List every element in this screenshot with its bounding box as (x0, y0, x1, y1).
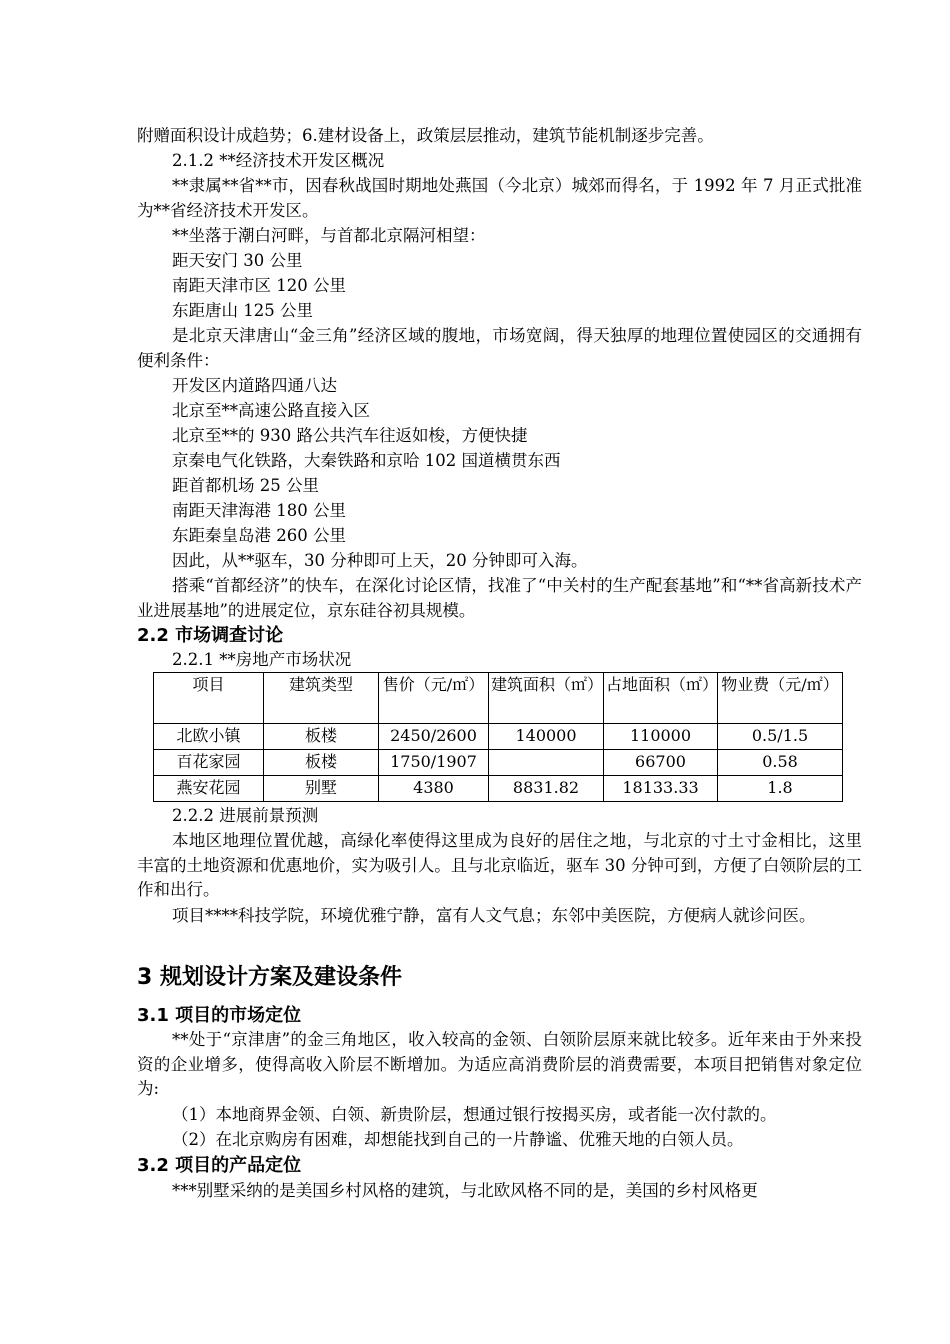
paragraph-golden-triangle: 是北京天津唐山“金三角”经济区域的腹地，市场宽阔，得天独厚的地理位置使园区的交通拥有便利条件： (137, 326, 862, 370)
table-cell: 1.8 (718, 776, 843, 802)
transport-item: 东距秦皇岛港 260 公里 (172, 526, 346, 545)
transport-item: 京秦电气化铁路，大秦铁路和京哈 102 国道横贯东西 (172, 451, 561, 470)
distance-item: 东距唐山 125 公里 (172, 301, 313, 320)
table-cell: 板楼 (264, 724, 379, 750)
paragraph-market-positioning: **处于“京津唐”的金三角地区，收入较高的金领、白领阶层原来就比较多。近年来由于外来投资的企业增多，使得高收入阶层不断增加。为适应高消费阶层的消费需要，本项目把销售对象定位为: (137, 1030, 862, 1098)
target-customer-item: （1）本地商界金领、白领、新贵阶层，想通过银行按揭买房，或者能一次付款的。 (172, 1105, 777, 1124)
table-header-cell: 建筑类型 (264, 673, 379, 724)
table-cell: 8831.82 (489, 776, 604, 802)
paragraph-positioning: 搭乘“首都经济”的快车，在深化讨论区情，找准了“中关村的生产配套基地”和“**省高新技术产业进展基地”的进展定位，京东硅谷初具规模。 (137, 576, 862, 620)
table-cell: 110000 (604, 724, 718, 750)
table-header-cell: 建筑面积（㎡） (489, 673, 604, 724)
table-cell: 66700 (604, 750, 718, 776)
table-cell: 18133.33 (604, 776, 718, 802)
target-customer-item: （2）在北京购房有困难，却想能找到自己的一片静谧、优雅天地的白领人员。 (172, 1130, 744, 1149)
table-cell (489, 750, 604, 776)
table-cell: 1750/1907 (379, 750, 489, 776)
subsection-heading-2-2-2: 2.2.2 进展前景预测 (172, 806, 319, 825)
table-cell: 0.5/1.5 (718, 724, 843, 750)
table-cell: 百花家园 (154, 750, 264, 776)
table-row (154, 750, 843, 776)
subsection-heading-2-1-2: 2.1.2 **经济技术开发区概况 (172, 151, 385, 170)
paragraph-location: **隶属**省**市，因春秋战国时期地处燕国（今北京）城郊而得名，于 1992 年 7 月正式批准为**省经济技术开发区。 (137, 176, 862, 220)
table-row (154, 724, 843, 750)
subsection-heading-2-2-1: 2.2.1 **房地产市场状况 (172, 650, 352, 669)
distance-item: 距天安门 30 公里 (172, 251, 303, 270)
section-heading-2-2: 2.2 市场调查讨论 (137, 625, 284, 646)
table-cell: 北欧小镇 (154, 724, 264, 750)
market-table (153, 672, 843, 802)
transport-item: 北京至**的 930 路公共汽车往返如梭，方便快捷 (172, 426, 528, 445)
table-cell: 2450/2600 (379, 724, 489, 750)
distance-item: 南距天津市区 120 公里 (172, 276, 346, 295)
table-cell: 4380 (379, 776, 489, 802)
paragraph-product-positioning: ***别墅采纳的是美国乡村风格的建筑，与北欧风格不同的是，美国的乡村风格更 (172, 1181, 758, 1200)
section-heading-3-2: 3.2 项目的产品定位 (137, 1155, 302, 1176)
transport-item: 北京至**高速公路直接入区 (172, 401, 370, 420)
table-cell: 140000 (489, 724, 604, 750)
table-row (154, 776, 843, 802)
paragraph-line: **坐落于潮白河畔，与首都北京隔河相望： (172, 226, 486, 245)
table-cell: 板楼 (264, 750, 379, 776)
section-heading-3: 3 规划设计方案及建设条件 (137, 965, 402, 990)
table-header-cell: 占地面积（㎡） (604, 673, 718, 724)
transport-item: 距首都机场 25 公里 (172, 476, 319, 495)
table-header-cell: 物业费（元/㎡） (718, 673, 843, 724)
table-header-row (154, 673, 843, 724)
table-header-cell: 售价（元/㎡） (379, 673, 489, 724)
paragraph-line: 附赠面积设计成趋势；6.建材设备上，政策层层推动，建筑节能机制逐步完善。 (137, 126, 714, 145)
paragraph-project-location: 项目****科技学院，环境优雅宁静，富有人文气息；东邻中美医院，方便病人就诊问医。 (172, 906, 816, 925)
paragraph-prospect: 本地区地理位置优越，高绿化率使得这里成为良好的居住之地，与北京的寸土寸金相比，这里丰富的土地资源和优惠地价，实为吸引人。且与北京临近，驱车 30 分钟可到，方便了白领阶层的工作和出行。 (137, 831, 862, 899)
paragraph-line: 因此，从**驱车，30 分种即可上天，20 分钟即可入海。 (172, 551, 588, 570)
table-cell: 燕安花园 (154, 776, 264, 802)
transport-item: 开发区内道路四通八达 (172, 376, 337, 395)
section-heading-3-1: 3.1 项目的市场定位 (137, 1005, 302, 1026)
table-header-cell: 项目 (154, 673, 264, 724)
transport-item: 南距天津海港 180 公里 (172, 501, 346, 520)
table-cell: 别墅 (264, 776, 379, 802)
table-cell: 0.58 (718, 750, 843, 776)
